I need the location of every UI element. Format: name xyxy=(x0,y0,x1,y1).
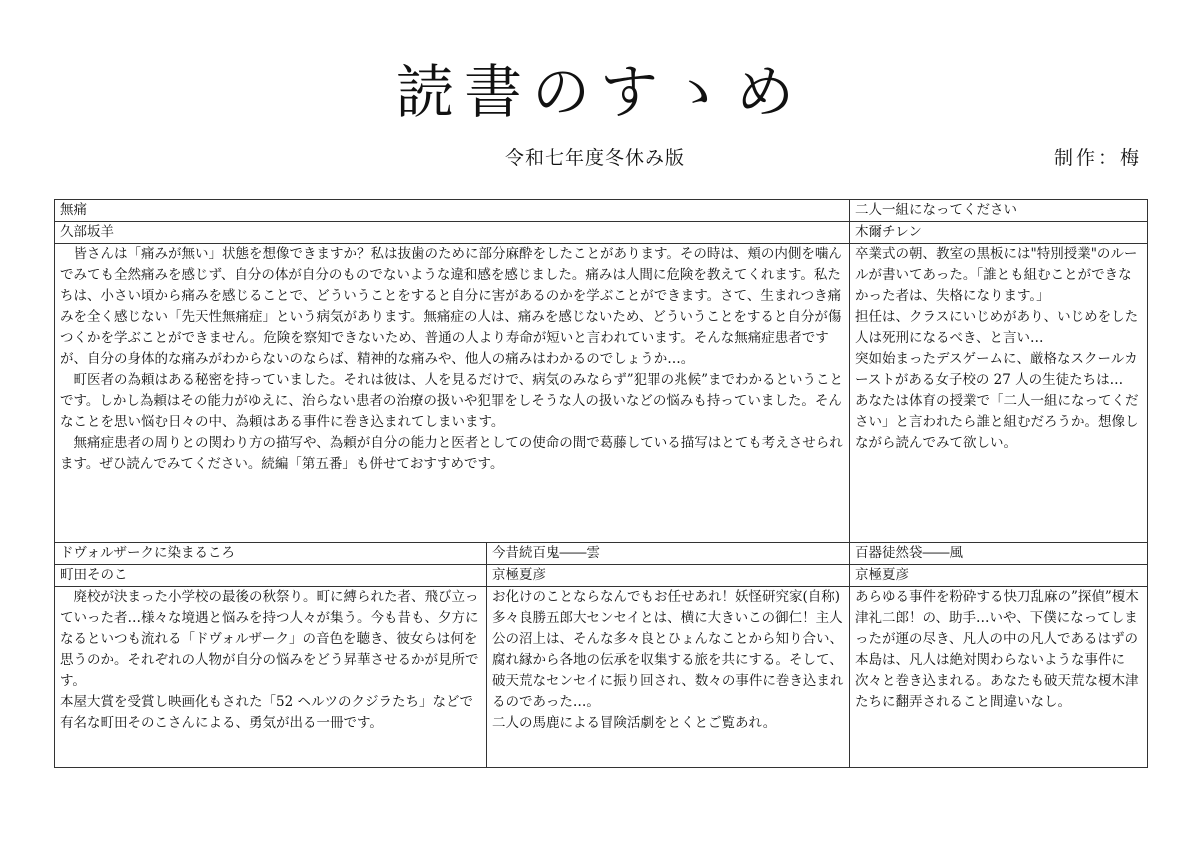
book-author-konjaku: 京極夏彦 xyxy=(487,565,850,587)
book-author-dvorak: 町田そのこ xyxy=(55,565,487,587)
book-review-futari xyxy=(850,244,1148,543)
book-title-konjaku: 今昔続百鬼――雲 xyxy=(487,543,850,565)
book-title-hyakki: 百器徒然袋――風 xyxy=(850,543,1148,565)
review-paragraph: 廃校が決まった小学校の最後の秋祭り。町に縛られた者、飛び立っていった者…様々な境遇と悩みを持つ人々が集う。今も昔も、夕方になるといつも流れる「ドヴォルザーク」の音色を聴き、彼女らは何を思うのか。それぞれの人物が自分の悩みをどう昇華させるかが見所です。 xyxy=(60,589,479,689)
book-title-futari: 二人一組になってください xyxy=(850,200,1148,222)
review-paragraph: あなたは体育の授業で「二人一組になってください」と言われたら誰と組むだろうか。想像しながら読んでみて欲しい。 xyxy=(855,393,1139,451)
book-review-hyakki xyxy=(850,587,1148,768)
book-author-mutsu: 久部坂羊 xyxy=(55,222,850,244)
book-title-dvorak: ドヴォルザークに染まるころ xyxy=(55,543,487,565)
page-title: 読書のすゝめ xyxy=(395,58,804,126)
review-paragraph: 担任は、クラスにいじめがあり、いじめをした人は死刑になるべき、と言い… xyxy=(855,309,1139,346)
book-review-mutsu xyxy=(55,244,850,543)
edition-subtitle: 令和七年度冬休み版 xyxy=(505,147,686,169)
review-paragraph: 二人の馬鹿による冒険活劇をとくとご覧あれ。 xyxy=(492,715,777,731)
review-paragraph: 無痛症患者の周りとの関わり方の描写や、為頼が自分の能力と医者としての使命の間で葛藤している描写はとても考えさせられます。ぜひ読んでみてください。続編「第五番」も併せておすすめです。 xyxy=(60,435,843,472)
review-paragraph: 突如始まったデスゲームに、厳格なスクールカーストがある女子校の 27 人の生徒たちは… xyxy=(855,351,1138,388)
creator-credit: 制作：梅 xyxy=(1053,147,1142,169)
review-paragraph: あらゆる事件を粉砕する快刀乱麻の”探偵”榎木津礼二郎！の、助手…いや、下僕になってしまったが運の尽き、凡人の中の凡人であるはずの本島は、凡人は絶対関わらないような事件に次々と巻き込まれる。あなたも破天荒な榎木津たちに翻弄されること間違いなし。 xyxy=(855,589,1139,710)
review-paragraph: 皆さんは「痛みが無い」状態を想像できますか？私は抜歯のために部分麻酔をしたことがあります。その時は、頬の内側を噛んでみても全然痛みを感じず、自分の体が自分のものでないような違和感を感じました。痛みは人間に危険を教えてくれます。私たちは、小さい頃から痛みを感じることで、どういうことをすると自分に害があるのかを学ぶことができます。さて、生まれつき痛みを全く感じない「先天性無痛症」という病気があります。無痛症の人は、痛みを感じないため、どういうことをすると自分が傷つくかを学ぶことができません。危険を察知できないため、普通の人より寿命が短いと言われています。そんな無痛症患者ですが、自分の身体的な痛みがわからないのならば、精神的な痛みや、他人の痛みはわかるのでしょうか…。 xyxy=(60,246,842,367)
book-author-futari: 木爾チレン xyxy=(850,222,1148,244)
book-author-hyakki: 京極夏彦 xyxy=(850,565,1148,587)
review-paragraph: 卒業式の朝、教室の黒板には"特別授業"のルールが書いてあった。「誰とも組むことができなかった者は、失格になります。」 xyxy=(855,246,1138,304)
book-review-konjaku xyxy=(487,587,850,768)
book-title-mutsu: 無痛 xyxy=(55,200,850,222)
book-review-dvorak xyxy=(55,587,487,768)
book-recommendation-table xyxy=(54,199,1148,768)
review-paragraph: 本屋大賞を受賞し映画化もされた「52 ヘルツのクジラたち」などで有名な町田そのこさんによる、勇気が出る一冊です。 xyxy=(60,694,473,731)
review-paragraph: お化けのことならなんでもお任せあれ！妖怪研究家(自称)多々良勝五郎大センセイとは、横に大きいこの御仁！主人公の沼上は、そんな多々良とひょんなことから知り合い、腐れ縁から各地の伝承を収集する旅を共にする。そして、破天荒なセンセイに振り回され、数々の事件に巻き込まれるのであった…。 xyxy=(492,589,844,710)
review-paragraph: 町医者の為頼はある秘密を持っていました。それは彼は、人を見るだけで、病気のみならず”犯罪の兆候”までわかるということです。しかし為頼はその能力がゆえに、治らない患者の治療の扱いや犯罪をしそうな人の扱いなどの悩みも持っていました。そんなことを思い悩む日々の中、為頼はある事件に巻き込まれてしまいます。 xyxy=(60,372,844,430)
